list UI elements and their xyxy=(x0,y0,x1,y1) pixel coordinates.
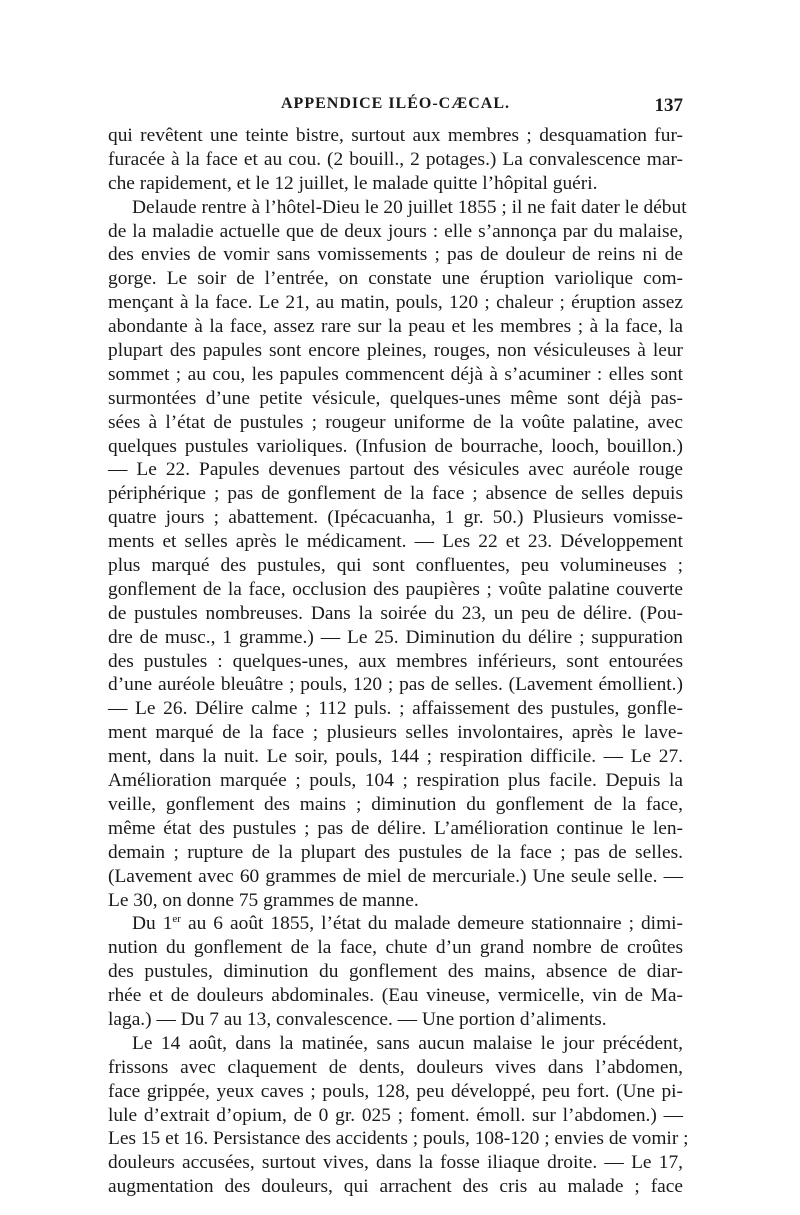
text-line: Les 15 et 16. Persistance des accidents ; pouls, 108-120 ; envies de vomir ; xyxy=(108,1128,689,1150)
text-line: sées à l’état de pustules ; rougeur uniforme de la voûte palatine, avec xyxy=(108,411,683,433)
text-line: ment, dans la nuit. Le soir, pouls, 144 ; respiration difficile. — Le 27. xyxy=(108,746,683,768)
text-line: douleurs accusées, surtout vives, dans la fosse iliaque droite. — Le 17, xyxy=(108,1152,683,1174)
text-line: Le 14 août, dans la matinée, sans aucun malaise le jour précédent, xyxy=(132,1032,683,1054)
text-line: Le 30, on donne 75 grammes de manne. xyxy=(108,889,419,911)
text-line: demain ; rupture de la plupart des pustules de la face ; pas de selles. xyxy=(108,841,683,863)
text-line: (Lavement avec 60 grammes de miel de mercuriale.) Une seule selle. — xyxy=(108,865,683,887)
text-line: mençant à la face. Le 21, au matin, pouls, 120 ; chaleur ; éruption assez xyxy=(108,292,683,314)
text-line: des pustules : quelques-unes, aux membres inférieurs, sont entourées xyxy=(108,650,683,672)
page-number: 137 xyxy=(654,95,683,116)
text-line: qui revêtent une teinte bistre, surtout aux membres ; desquamation fur- xyxy=(108,125,683,146)
text-line: lule d’extrait d’opium, de 0 gr. 025 ; foment. émoll. sur l’abdomen.) — xyxy=(108,1104,683,1126)
text-line: ments et selles après le médicament. — Les 22 et 23. Développement xyxy=(108,531,683,553)
text-line: des pustules, diminution du gonflement des mains, absence de diar- xyxy=(108,961,683,983)
text-line: frissons avec claquement de dents, douleurs vives dans l’abdomen, xyxy=(108,1056,683,1078)
text-line: de la maladie actuelle que de deux jours : elle s’annonça par du malaise, xyxy=(108,220,683,242)
text-line: face grippée, yeux caves ; pouls, 128, peu développé, peu fort. (Une pi- xyxy=(108,1080,683,1102)
text-line: surmontées d’une petite vésicule, quelques-unes même sont déjà pas- xyxy=(108,387,683,409)
text-line: laga.) — Du 7 au 13, convalescence. — Une portion d’aliments. xyxy=(108,1008,607,1030)
text-line: gonflement de la face, occlusion des paupières ; voûte palatine couverte xyxy=(108,578,683,600)
text-line: che rapidement, et le 12 juillet, le malade quitte l’hôpital guéri. xyxy=(108,172,598,194)
text-line: des envies de vomir sans vomissements ; pas de douleur de reins ni de xyxy=(108,244,683,266)
text-line: périphérique ; pas de gonflement de la face ; absence de selles depuis xyxy=(108,483,683,505)
text-line: dre de musc., 1 gramme.) — Le 25. Diminution du délire ; suppuration xyxy=(108,626,683,648)
text-line: Du 1er au 6 août 1855, l’état du malade demeure stationnaire ; dimi- xyxy=(132,913,683,935)
text-line: augmentation des douleurs, qui arrachent des cris au malade ; face xyxy=(108,1176,683,1198)
text-line: quelques pustules varioliques. (Infusion de bourrache, looch, bouillon.) xyxy=(108,435,683,457)
text-line: ment marqué de la face ; plusieurs selles involontaires, après le lave- xyxy=(108,722,683,744)
running-title: APPENDICE ILÉO-CÆCAL. xyxy=(280,95,510,112)
text-line: même état des pustules ; pas de délire. L’amélioration continue le len- xyxy=(108,817,683,839)
page-header xyxy=(108,95,683,121)
text-line: veille, gonflement des mains ; diminution du gonflement de la face, xyxy=(108,793,683,815)
text-line: plupart des papules sont encore pleines, rouges, non vésiculeuses à leur xyxy=(108,340,683,362)
text-line: sommet ; au cou, les papules commencent déjà à s’acuminer : elles sont xyxy=(108,363,683,385)
text-line: — Le 26. Délire calme ; 112 puls. ; affaissement des pustules, gonfle- xyxy=(108,698,683,720)
text-line: rhée et de douleurs abdominales. (Eau vineuse, vermicelle, vin de Ma- xyxy=(108,985,683,1007)
text-line: abondante à la face, assez rare sur la peau et les membres ; à la face, la xyxy=(108,316,683,338)
text-line: quatre jours ; abattement. (Ipécacuanha, 1 gr. 50.) Plusieurs vomisse- xyxy=(108,507,683,529)
text-line: de pustules nombreuses. Dans la soirée du 23, un peu de délire. (Pou- xyxy=(108,602,683,624)
text-line: plus marqué des pustules, qui sont confluentes, peu volumineuses ; xyxy=(108,555,683,577)
body-text xyxy=(108,124,689,1199)
text-line: Amélioration marquée ; pouls, 104 ; respiration plus facile. Depuis la xyxy=(108,770,683,792)
text-line: nution du gonflement de la face, chute d’un grand nombre de croûtes xyxy=(108,937,683,959)
text-line: gorge. Le soir de l’entrée, on constate une éruption variolique com- xyxy=(108,268,683,290)
text-line: furacée à la face et au cou. (2 bouill., 2 potages.) La convalescence mar- xyxy=(108,148,683,170)
text-line: d’une auréole bleuâtre ; pouls, 120 ; pas de selles. (Lavement émollient.) xyxy=(108,674,683,696)
text-line: — Le 22. Papules devenues partout des vésicules avec auréole rouge xyxy=(108,459,683,481)
text-line: Delaude rentre à l’hôtel-Dieu le 20 juillet 1855 ; il ne fait dater le début xyxy=(132,196,687,218)
